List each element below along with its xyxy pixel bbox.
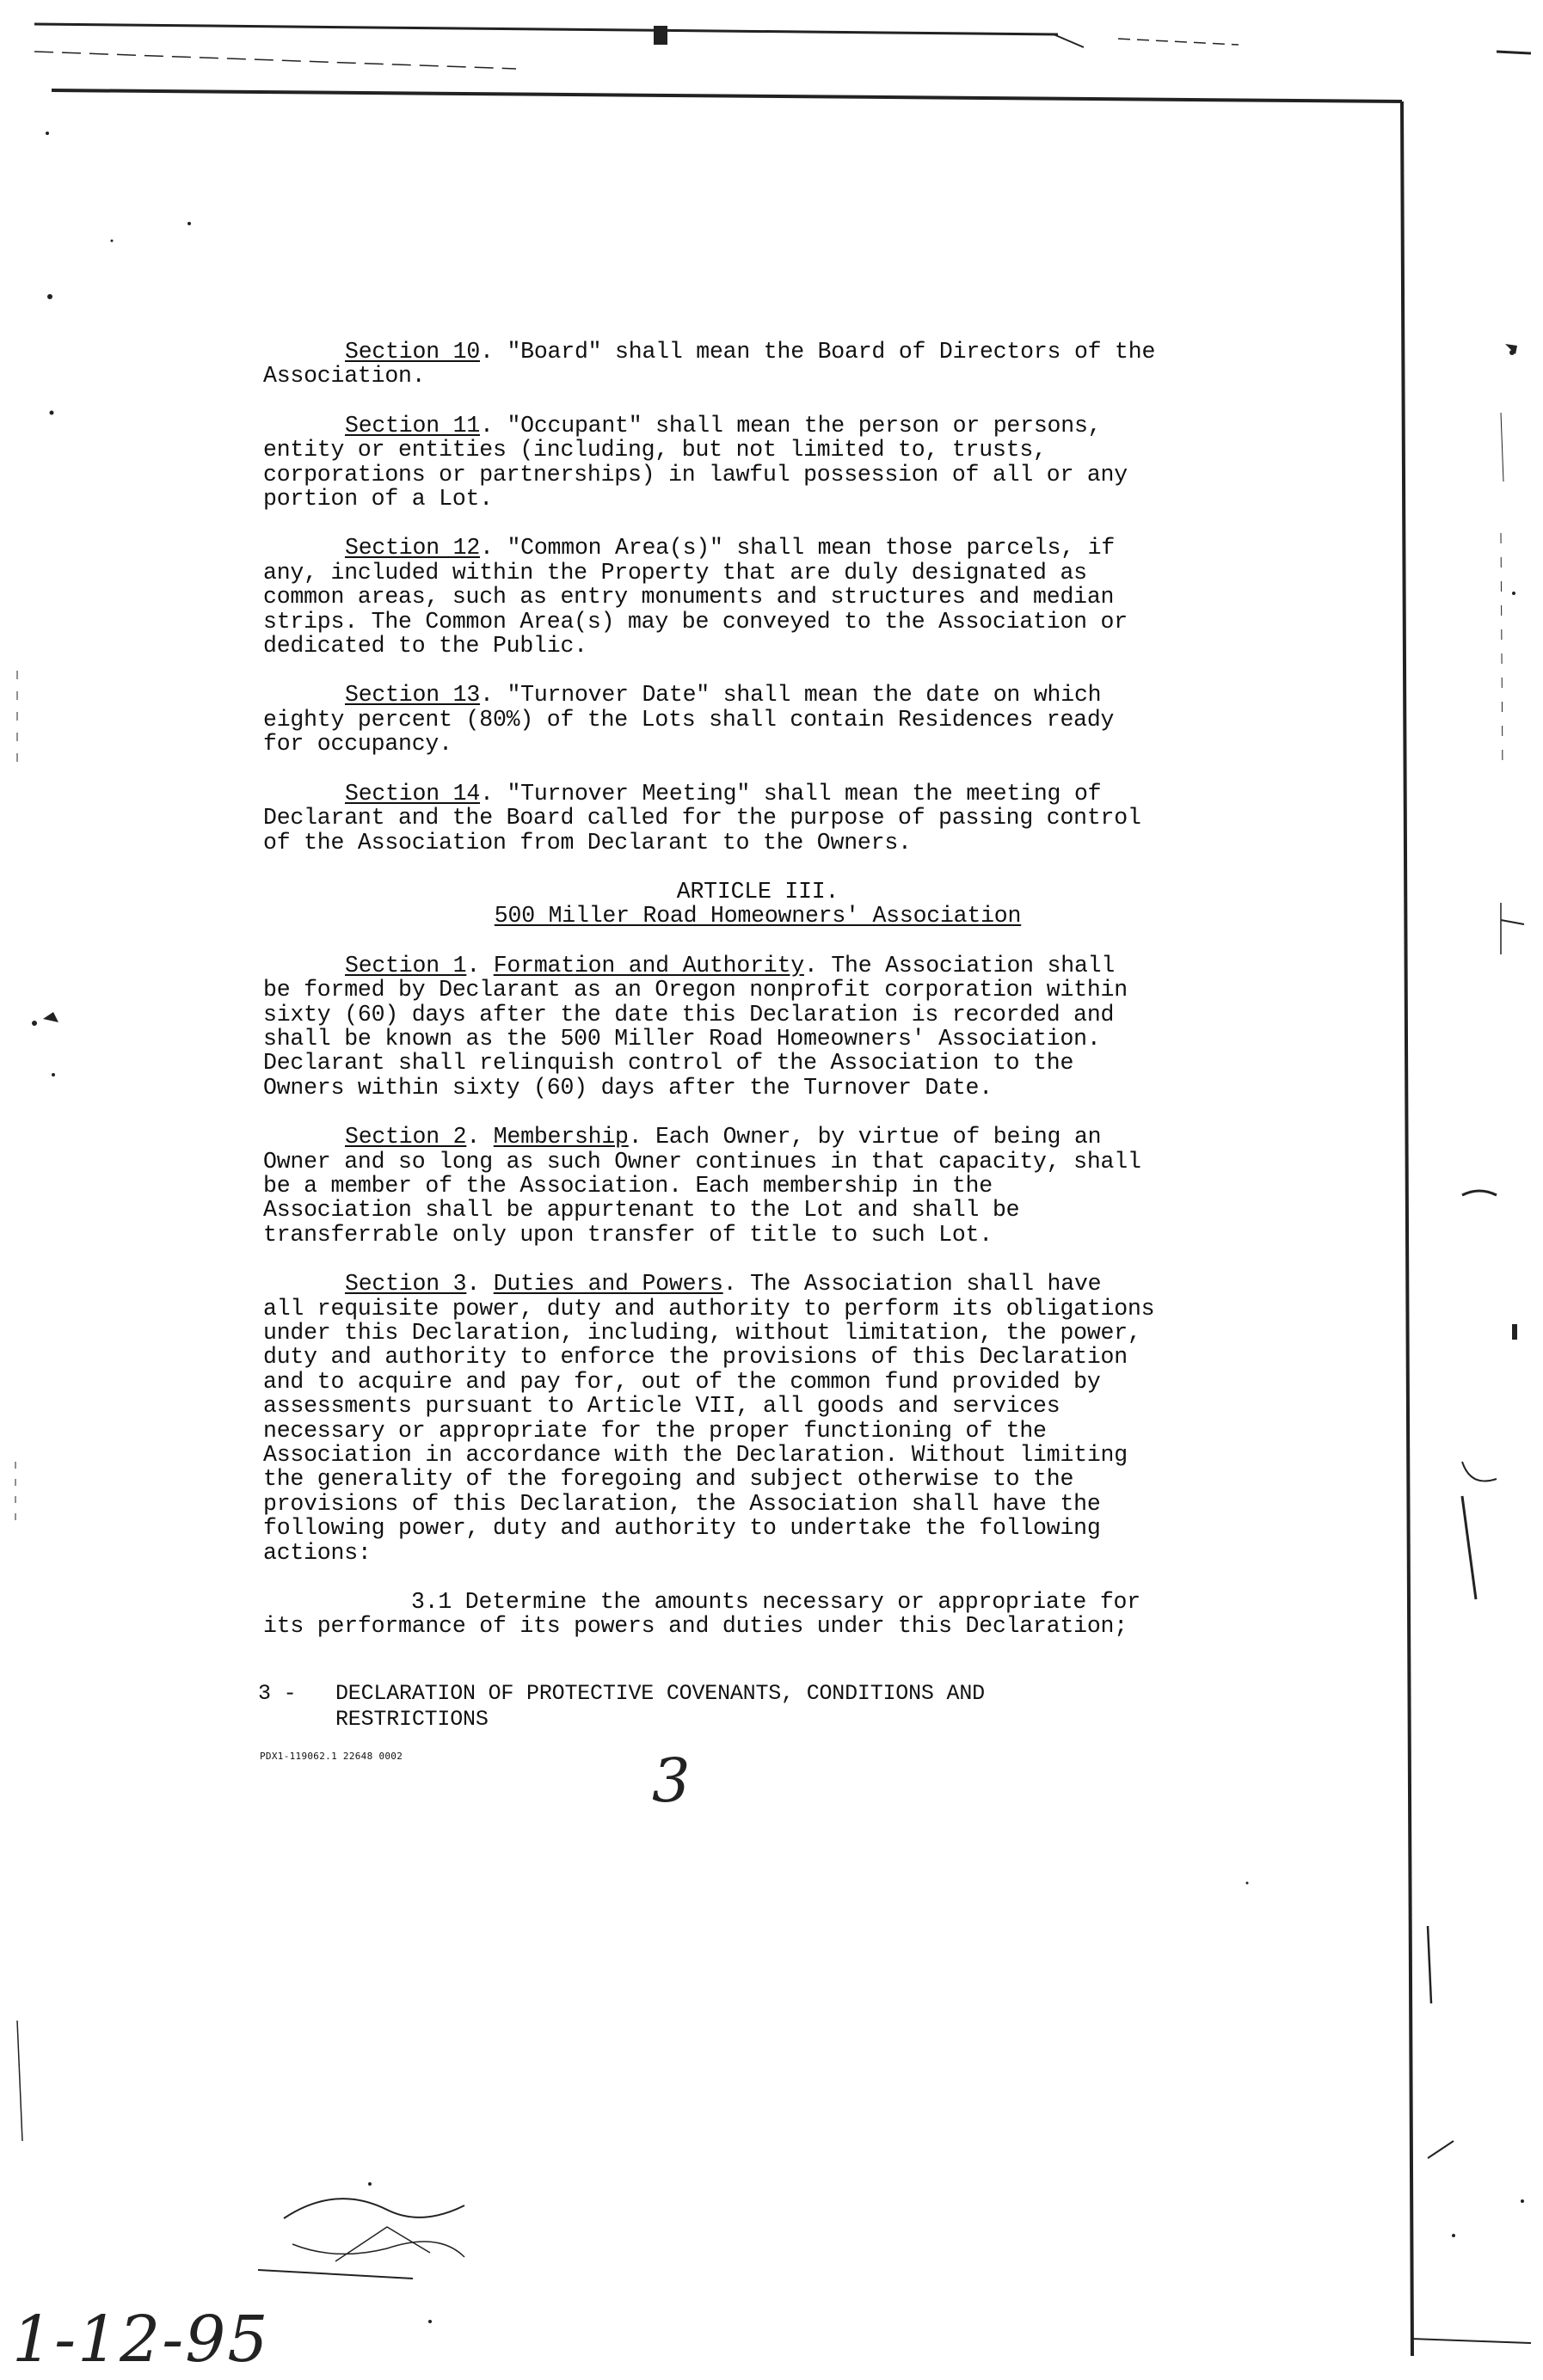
article-section-2-subheading: Membership [493,1124,629,1150]
section-11-text: "Occupant" shall mean the person or persons, [507,412,1102,439]
article-section-3-line-12: actions: [263,1539,372,1566]
section-11 [263,414,1252,512]
section-14-line-1: Section 14. "Turnover Meeting" shall mean the meeting of [345,780,1102,807]
article-section-3-line-9: the generality of the foregoing and subject otherwise to the [263,1466,1074,1493]
section-11-line-2: entity or entities (including, but not limited to, trusts, [263,437,1047,463]
section-10-line-2: Association. [263,363,426,390]
footer-caption-line-1: DECLARATION OF PROTECTIVE COVENANTS, CONDITIONS AND [335,1681,985,1706]
article-section-1-line-6: Owners within sixty (60) days after the Turnover Date. [263,1074,993,1101]
handwritten-page-number: 3 [652,1745,691,1816]
article-section-2-heading: Section 2 [345,1124,467,1150]
document-id: PDX1-119062.1 22648 0002 [260,1751,403,1762]
article-section-2-line-3: be a member of the Association. Each membership in the [263,1172,993,1199]
article-section-3-line-10: provisions of this Declaration, the Association shall have the [263,1490,1101,1517]
section-14-line-3: of the Association from Declarant to the Owners. [263,829,912,856]
article-section-3-line-11: following power, duty and authority to undertake the following [263,1515,1101,1542]
article-section-2-line-5: transferrable only upon transfer of title to such Lot. [263,1221,993,1248]
section-11-line-4: portion of a Lot. [263,486,493,512]
article-section-1-line-5: Declarant shall relinquish control of the Association to the [263,1050,1074,1077]
article-section-1-line-2: be formed by Declarant as an Oregon nonprofit corporation within [263,977,1128,1003]
section-10-line-1: Section 10. "Board" shall mean the Board of Directors of the [345,339,1156,365]
page-footer [258,1681,985,1733]
article-section-3-line-7: necessary or appropriate for the proper functioning of the [263,1417,1047,1444]
article-section-1-text: The Association shall [831,952,1116,978]
section-13-line-1: Section 13. "Turnover Date" shall mean the date on which [345,682,1102,708]
article-section-3-line-5: and to acquire and pay for, out of the common fund provided by [263,1368,1101,1395]
article-section-3-heading: Section 3 [345,1271,467,1297]
section-13 [263,683,1252,756]
section-14 [263,782,1252,855]
article-section-3-line-1: Section 3. Duties and Powers. The Association shall have [345,1271,1102,1297]
article-section-1 [263,954,1252,1100]
section-14-line-2: Declarant and the Board called for the purpose of passing control [263,805,1141,831]
handwritten-date: 1-12-95 [12,2303,270,2377]
section-13-line-3: for occupancy. [263,731,452,758]
article-section-3-text: The Association shall have [750,1271,1102,1297]
section-14-text: "Turnover Meeting" shall mean the meeting of [507,780,1102,807]
section-12-line-2: any, included within the Property that are duly designated as [263,559,1087,586]
article-section-3-line-6: assessments pursuant to Article VII, all goods and services [263,1393,1060,1420]
article-section-1-line-3: sixty (60) days after the date this Declaration is recorded and [263,1001,1115,1027]
item-3-1 [263,1590,1252,1639]
footer-caption-line-2: RESTRICTIONS [335,1707,489,1732]
section-11-line-1: Section 11. "Occupant" shall mean the person or persons, [345,412,1102,439]
section-12 [263,536,1252,658]
section-11-heading: Section 11 [345,412,481,439]
section-10-text: "Board" shall mean the Board of Directors of the [507,339,1156,365]
article-section-2-text: Each Owner, by virtue of being an [655,1124,1102,1150]
section-12-heading: Section 12 [345,535,481,561]
section-10-heading: Section 10 [345,339,481,365]
section-10 [263,340,1252,389]
document-body [263,340,1252,1664]
article-section-3-subheading: Duties and Powers [493,1271,723,1297]
article-section-3 [263,1272,1252,1565]
article-section-2 [263,1125,1252,1247]
section-12-line-1: Section 12. "Common Area(s)" shall mean those parcels, if [345,535,1116,561]
article-section-2-line-2: Owner and so long as such Owner continues in that capacity, shall [263,1148,1141,1175]
article-number: ARTICLE III. [676,878,839,905]
section-12-line-3: common areas, such as entry monuments and structures and median [263,584,1115,610]
item-3-1-line-1: 3.1 Determine the amounts necessary or appropriate for [411,1589,1140,1616]
article-section-1-subheading: Formation and Authority [493,952,804,978]
article-section-1-line-4: shall be known as the 500 Miller Road Homeowners' Association. [263,1025,1101,1052]
section-12-text: "Common Area(s)" shall mean those parcels, if [507,535,1116,561]
article-section-3-line-2: all requisite power, duty and authority to perform its obligations [263,1295,1155,1322]
article-title: 500 Miller Road Homeowners' Association [494,903,1022,929]
article-section-3-line-4: duty and authority to enforce the provisions of this Declaration [263,1344,1128,1371]
section-13-heading: Section 13 [345,682,481,708]
section-11-line-3: corporations or partnerships) in lawful possession of all or any [263,461,1128,488]
article-section-2-line-1: Section 2. Membership. Each Owner, by virtue of being an [345,1124,1102,1150]
article-section-1-line-1: Section 1. Formation and Authority. The Association shall [345,952,1116,978]
article-section-3-line-3: under this Declaration, including, without limitation, the power, [263,1320,1141,1346]
article-section-2-line-4: Association shall be appurtenant to the Lot and shall be [263,1197,1020,1224]
item-3-1-line-2: its performance of its powers and duties under this Declaration; [263,1613,1128,1640]
article-section-1-heading: Section 1 [345,952,467,978]
section-13-line-2: eighty percent (80%) of the Lots shall contain Residences ready [263,706,1115,733]
section-12-line-4: strips. The Common Area(s) may be conveyed to the Association or [263,608,1128,635]
section-12-line-5: dedicated to the Public. [263,633,587,659]
article-heading [263,880,1252,929]
section-14-heading: Section 14 [345,780,481,807]
article-section-3-line-8: Association in accordance with the Declaration. Without limiting [263,1442,1128,1469]
section-13-text: "Turnover Date" shall mean the date on which [507,682,1102,708]
footer-page-number: 3 - [258,1681,297,1706]
